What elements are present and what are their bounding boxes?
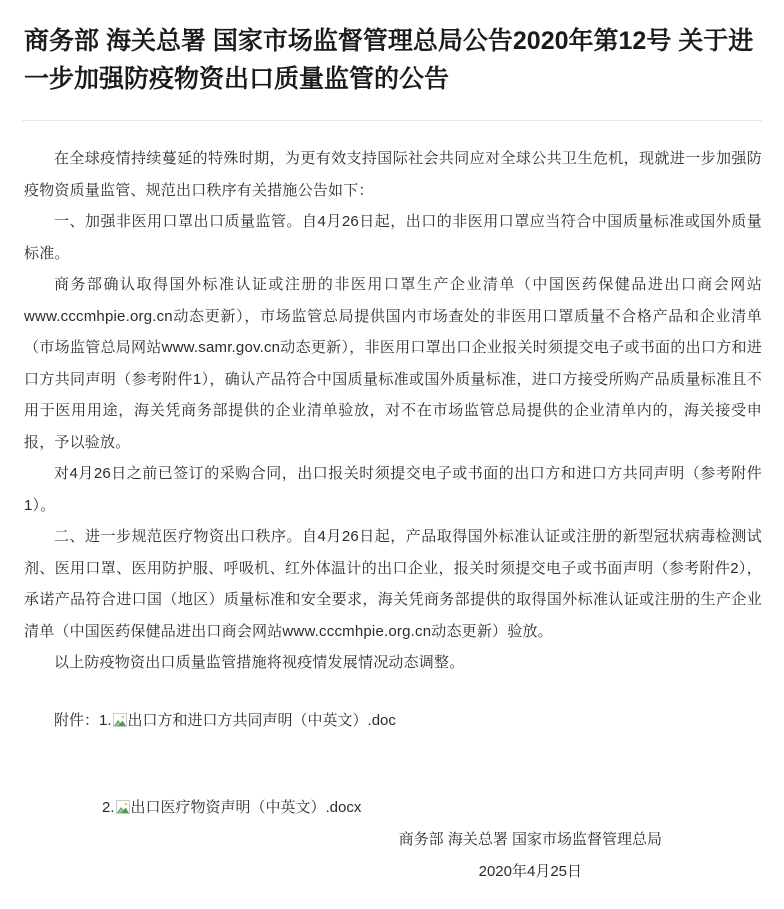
page-title: 商务部 海关总署 国家市场监督管理总局公告2020年第12号 关于进一步加强防疫物资出口质量监管的公告: [24, 27, 754, 93]
attachments-section: [0, 679, 784, 824]
attachment-row: [24, 792, 762, 824]
paragraph-prior-contracts: 对4月26日之前已签订的采购合同，出口报关时须提交电子或书面的出口方和进口方共同声明（参考附件1）。: [24, 465, 762, 514]
attachment-row: [24, 705, 762, 737]
attachment-file-name[interactable]: 出口方和进口方共同声明（中英文）.doc: [127, 711, 396, 729]
paragraph-section-one-detail: 商务部确认取得国外标准认证或注册的非医用口罩生产企业清单（中国医药保健品进出口商会网站www.cccmhpie.org.cn动态更新），市场监管总局提供国内市场查处的非医用口罩质量不合格产品和企业清单（市场监管总局网站www.samr.gov.cn动态更新），非医用口罩出口企业报关时须提交电子或书面的出口方和进口方共同声明（参考附件1），确认产品符合中国质量标准或国外质量标准，进口方接受所购产品质量标准且不用于医用用途，海关凭商务部提供的企业清单验放，对不在市场监管总局提供的企业清单内的，海关接受申报，予以验放。: [24, 276, 762, 451]
attachments-label: 附件：: [54, 711, 100, 729]
signature-block: [399, 824, 662, 887]
paragraph-section-one: 一、加强非医用口罩出口质量监管。自4月26日起，出口的非医用口罩应当符合中国质量标准或国外质量标准。: [24, 213, 762, 262]
attachment-number: 1.: [99, 711, 112, 729]
broken-image-icon: [116, 800, 130, 814]
attachment-file-name[interactable]: 出口医疗物资声明（中英文）.docx: [130, 799, 362, 816]
attachment-number: 2.: [102, 799, 115, 816]
paragraph-section-two: 二、进一步规范医疗物资出口秩序。自4月26日起，产品取得国外标准认证或注册的新型冠状病毒检测试剂、医用口罩、医用防护服、呼吸机、红外体温计的出口企业，报关时须提交电子或书面声明（参考附件2），承诺产品符合进口国（地区）质量标准和安全要求，海关凭商务部提供的取得国外标准认证或注册的生产企业清单（中国医药保健品进出口商会网站www.cccmhpie.org.cn动态更新）验放。: [24, 528, 762, 640]
signature-agencies: 商务部 海关总署 国家市场监督管理总局: [398, 831, 662, 848]
paragraph-intro: 在全球疫情持续蔓延的特殊时期，为更有效支持国际社会共同应对全球公共卫生危机，现就进一步加强防疫物资质量监管、规范出口秩序有关措施公告如下：: [24, 150, 762, 199]
document-body: [0, 121, 784, 679]
broken-image-icon: [113, 713, 127, 727]
paragraph-closing: 以上防疫物资出口质量监管措施将视疫情发展情况动态调整。: [54, 654, 465, 671]
signature-date: 2020年4月25日: [478, 862, 583, 880]
